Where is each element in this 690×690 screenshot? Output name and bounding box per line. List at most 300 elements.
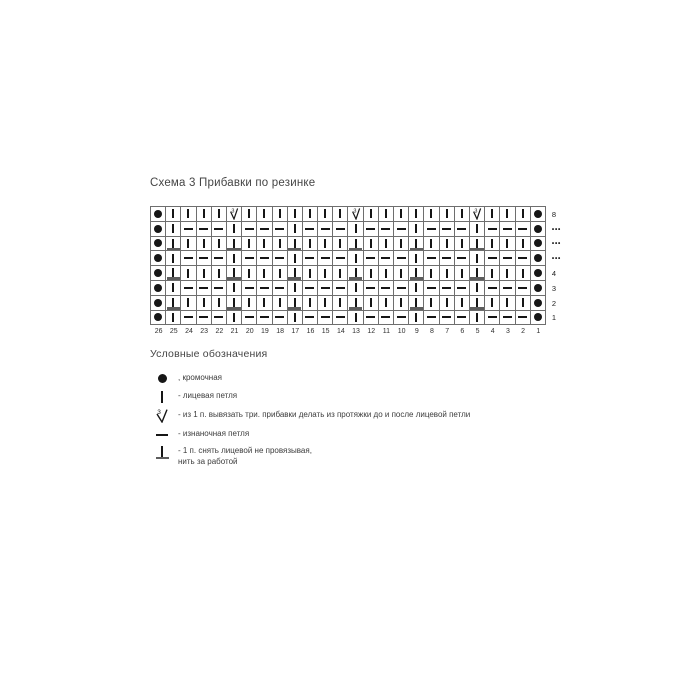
purl-icon [199, 316, 208, 318]
knit-icon [522, 239, 524, 248]
edge-icon [534, 284, 542, 292]
chart-cell [409, 251, 424, 266]
edge-icon [154, 210, 162, 218]
chart-cell [364, 237, 379, 252]
slip-icon [409, 266, 423, 280]
knit-icon [446, 269, 448, 278]
knit-icon [233, 254, 235, 263]
knit-icon [370, 298, 372, 307]
knit-icon [233, 283, 235, 292]
chart-cell [166, 311, 181, 326]
chart-cell [364, 251, 379, 266]
knit-icon [263, 298, 265, 307]
knit-icon [355, 224, 357, 233]
chart-cell [333, 266, 348, 281]
knit-icon [324, 269, 326, 278]
chart-cell [455, 237, 470, 252]
knit-icon [476, 254, 478, 263]
row-number-label: 1 [551, 313, 557, 323]
chart-cell [455, 281, 470, 296]
chart-cell [166, 296, 181, 311]
legend-item-text: , кромочная [178, 373, 222, 383]
chart-cell [273, 281, 288, 296]
legend-symbol [153, 391, 171, 403]
chart-cell [197, 281, 212, 296]
chart-cell [440, 266, 455, 281]
purl-icon [488, 257, 497, 259]
chart-cell [500, 281, 515, 296]
column-number: 20 [245, 328, 254, 336]
chart-row [151, 281, 546, 296]
chart-cell [424, 222, 439, 237]
chart-cell [500, 266, 515, 281]
purl-icon [305, 316, 314, 318]
chart-cell [288, 281, 303, 296]
purl-icon [518, 287, 527, 289]
chart-cell [485, 222, 500, 237]
chart-cell [257, 266, 272, 281]
edge-icon [534, 210, 542, 218]
chart-cell [394, 296, 409, 311]
purl-icon [427, 228, 436, 230]
inc3-icon [154, 408, 170, 423]
chart-cell [166, 237, 181, 252]
slip-icon [409, 296, 423, 310]
chart-cell [257, 296, 272, 311]
chart-cell [242, 222, 257, 237]
knit-icon [218, 298, 220, 307]
chart-cell [531, 222, 546, 237]
knit-icon [355, 254, 357, 263]
chart-cell [364, 296, 379, 311]
purl-icon [275, 316, 284, 318]
chart-cell [379, 281, 394, 296]
legend-item-text: - лицевая петля [178, 391, 238, 401]
knit-icon [203, 209, 205, 218]
chart-cell [227, 266, 242, 281]
chart-cell [455, 296, 470, 311]
purl-icon [381, 228, 390, 230]
knit-icon [309, 269, 311, 278]
column-number: 16 [306, 328, 315, 336]
knit-icon [203, 298, 205, 307]
purl-icon [214, 287, 223, 289]
knit-icon [506, 298, 508, 307]
chart-cell [303, 296, 318, 311]
purl-icon [199, 228, 208, 230]
chart-cell [409, 222, 424, 237]
purl-icon [184, 316, 193, 318]
chart-cell [364, 311, 379, 326]
chart-cell [227, 281, 242, 296]
chart-cell [227, 296, 242, 311]
chart-cell [318, 222, 333, 237]
purl-icon [488, 316, 497, 318]
chart-cell [500, 237, 515, 252]
knit-icon [187, 239, 189, 248]
knit-icon [279, 239, 281, 248]
chart-cell [242, 207, 257, 222]
chart-cell [470, 237, 485, 252]
chart-cell [212, 207, 227, 222]
knit-icon [294, 283, 296, 292]
chart-cell [273, 222, 288, 237]
chart-cell [273, 266, 288, 281]
chart-cell [516, 251, 531, 266]
knit-icon [430, 239, 432, 248]
inc3-icon [471, 207, 483, 220]
chart-cell [348, 207, 363, 222]
edge-icon [534, 299, 542, 307]
knit-icon [248, 269, 250, 278]
legend-item [150, 408, 620, 423]
chart-cell [348, 266, 363, 281]
purl-icon [214, 316, 223, 318]
knit-icon [385, 298, 387, 307]
row-number-label: 3 [551, 283, 557, 293]
purl-icon [457, 257, 466, 259]
purl-icon [336, 316, 345, 318]
chart-cell [379, 296, 394, 311]
svg-text:3: 3 [231, 208, 235, 215]
edge-icon [154, 225, 162, 233]
chart-cell [257, 237, 272, 252]
chart-cell [257, 311, 272, 326]
purl-icon [366, 257, 375, 259]
chart-cell [348, 251, 363, 266]
chart-cell [424, 251, 439, 266]
chart-cell [516, 237, 531, 252]
legend-heading: Условные обозначения [150, 348, 268, 361]
knit-icon [461, 269, 463, 278]
knit-icon [415, 254, 417, 263]
chart-cell [485, 207, 500, 222]
chart-cell [455, 222, 470, 237]
column-number: 7 [445, 328, 450, 336]
chart-cell [440, 222, 455, 237]
knit-icon [415, 209, 417, 218]
chart-cell [166, 281, 181, 296]
column-number: 4 [490, 328, 495, 336]
chart-cell [257, 281, 272, 296]
column-numbers [151, 328, 620, 335]
knit-icon [476, 283, 478, 292]
knit-icon [400, 239, 402, 248]
knit-icon [279, 209, 281, 218]
knit-icon [506, 269, 508, 278]
purl-icon [397, 287, 406, 289]
column-number: 15 [321, 328, 330, 336]
purl-icon [245, 287, 254, 289]
svg-text:3: 3 [352, 208, 356, 215]
chart-cell [227, 311, 242, 326]
legend-symbol [153, 434, 171, 437]
svg-text:3: 3 [157, 409, 161, 417]
knit-icon [263, 269, 265, 278]
chart-row [151, 311, 546, 326]
edge-icon [154, 269, 162, 277]
chart-cell [516, 266, 531, 281]
purl-icon [518, 257, 527, 259]
column-number: 9 [414, 328, 419, 336]
chart-cell [485, 266, 500, 281]
chart-cell [333, 207, 348, 222]
chart-cell [470, 281, 485, 296]
knit-icon [415, 313, 417, 322]
knit-icon [355, 313, 357, 322]
chart-cell [333, 222, 348, 237]
slip-icon [166, 237, 180, 251]
chart-cell [470, 251, 485, 266]
purl-icon [199, 257, 208, 259]
slip-icon [288, 237, 302, 251]
column-number: 21 [230, 328, 239, 336]
purl-icon [381, 257, 390, 259]
chart-cell [212, 281, 227, 296]
chart-area [150, 206, 620, 325]
chart-cell [500, 296, 515, 311]
chart-cell [151, 311, 166, 326]
knit-icon [476, 224, 478, 233]
knit-icon [506, 209, 508, 218]
chart-cell [364, 266, 379, 281]
knit-icon [370, 269, 372, 278]
chart-cell [197, 207, 212, 222]
slip-icon [288, 266, 302, 280]
knit-icon [339, 269, 341, 278]
knit-icon [400, 298, 402, 307]
row-number-label: 2 [551, 298, 557, 308]
chart-cell [212, 311, 227, 326]
chart-cell [394, 311, 409, 326]
chart-cell [485, 311, 500, 326]
chart-cell [303, 311, 318, 326]
chart-cell [500, 222, 515, 237]
chart-cell [531, 311, 546, 326]
edge-icon [158, 374, 167, 383]
knit-icon [385, 239, 387, 248]
chart-cell [333, 311, 348, 326]
legend-symbol [153, 374, 171, 383]
chart-cell [394, 222, 409, 237]
chart-cell [333, 251, 348, 266]
knit-icon [491, 239, 493, 248]
chart-cell [379, 311, 394, 326]
purl-icon [184, 257, 193, 259]
purl-icon [397, 316, 406, 318]
row-number-label: ••• [551, 255, 562, 263]
knit-icon [309, 239, 311, 248]
chart-cell [424, 311, 439, 326]
edge-icon [154, 254, 162, 262]
chart-cell [227, 222, 242, 237]
chart-cell [516, 281, 531, 296]
row-number-label: 4 [551, 269, 557, 279]
knit-icon [476, 313, 478, 322]
inc3-icon [350, 207, 362, 220]
chart-cell [303, 222, 318, 237]
purl-icon [305, 287, 314, 289]
chart-cell [440, 311, 455, 326]
knit-icon [218, 239, 220, 248]
chart-cell [348, 296, 363, 311]
knit-icon [446, 298, 448, 307]
purl-icon [503, 257, 512, 259]
purl-icon [442, 287, 451, 289]
knit-icon [294, 313, 296, 322]
purl-icon [260, 316, 269, 318]
chart-cell [394, 251, 409, 266]
chart-cell [181, 266, 196, 281]
knit-icon [461, 298, 463, 307]
legend [150, 348, 620, 468]
chart-cell [212, 296, 227, 311]
edge-icon [154, 313, 162, 321]
knit-icon [385, 209, 387, 218]
purl-icon [503, 316, 512, 318]
chart-cell [455, 311, 470, 326]
chart-cell [257, 222, 272, 237]
legend-symbol [153, 408, 171, 423]
knit-icon [161, 391, 163, 403]
chart-cell [424, 207, 439, 222]
chart-cell [485, 281, 500, 296]
knit-icon [172, 313, 174, 322]
knit-icon [172, 283, 174, 292]
row-number-label: ••• [551, 240, 562, 248]
row-number-label: 8 [551, 209, 557, 219]
chart-cell [424, 237, 439, 252]
purl-icon [397, 228, 406, 230]
knit-icon [491, 269, 493, 278]
chart-cell [273, 251, 288, 266]
chart-cell [333, 281, 348, 296]
chart-cell [318, 311, 333, 326]
chart-cell [379, 222, 394, 237]
chart-cell [288, 237, 303, 252]
knit-icon [294, 209, 296, 218]
column-number: 12 [367, 328, 376, 336]
purl-icon [427, 316, 436, 318]
purl-icon [457, 287, 466, 289]
slip-icon [409, 237, 423, 251]
chart-cell [151, 251, 166, 266]
edge-icon [154, 284, 162, 292]
purl-icon [457, 228, 466, 230]
legend-item [150, 390, 620, 403]
slip-icon [288, 296, 302, 310]
chart-cell [409, 237, 424, 252]
column-number: 18 [276, 328, 284, 336]
slip-icon [470, 266, 484, 280]
chart-cell [212, 251, 227, 266]
chart-cell [273, 311, 288, 326]
chart-cell [424, 296, 439, 311]
column-number: 17 [291, 328, 300, 336]
knit-icon [430, 298, 432, 307]
knit-icon [400, 209, 402, 218]
chart-cell [500, 251, 515, 266]
chart-cell [424, 281, 439, 296]
chart-cell [273, 207, 288, 222]
chart-cell [348, 311, 363, 326]
chart-row [151, 222, 546, 237]
purl-icon [442, 228, 451, 230]
knit-icon [446, 239, 448, 248]
chart-cell [197, 296, 212, 311]
chart-cell [318, 266, 333, 281]
knit-icon [263, 209, 265, 218]
chart-cell [197, 222, 212, 237]
chart-cell [181, 207, 196, 222]
slip-icon [166, 296, 180, 310]
chart-cell [440, 296, 455, 311]
purl-icon [457, 316, 466, 318]
knit-icon [279, 298, 281, 307]
purl-icon [366, 287, 375, 289]
page-title: Схема 3 Прибавки по резинке [150, 177, 316, 189]
chart-cell [227, 207, 242, 222]
chart-cell [181, 222, 196, 237]
slip-icon [227, 296, 241, 310]
knit-icon [522, 298, 524, 307]
purl-icon [260, 287, 269, 289]
chart-cell [440, 237, 455, 252]
column-number: 8 [430, 328, 434, 336]
purl-icon [260, 228, 269, 230]
chart-cell [333, 296, 348, 311]
knit-icon [187, 269, 189, 278]
knit-icon [339, 239, 341, 248]
chart-cell [516, 207, 531, 222]
knit-icon [294, 254, 296, 263]
purl-icon [184, 228, 193, 230]
knit-icon [172, 254, 174, 263]
chart-cell [364, 222, 379, 237]
purl-icon [321, 257, 330, 259]
chart-cell [394, 281, 409, 296]
knit-icon [400, 269, 402, 278]
column-number: 19 [261, 328, 269, 336]
legend-item-text: - изнаночная петля [178, 429, 250, 439]
chart-cell [151, 237, 166, 252]
chart-cell [242, 251, 257, 266]
chart-cell [181, 281, 196, 296]
chart-cell [485, 296, 500, 311]
knit-icon [385, 269, 387, 278]
chart-cell [181, 237, 196, 252]
chart-cell [333, 237, 348, 252]
legend-item [150, 372, 620, 385]
chart-cell [531, 207, 546, 222]
chart-cell [212, 237, 227, 252]
chart-row [151, 266, 546, 281]
knit-icon [430, 269, 432, 278]
chart-cell [288, 251, 303, 266]
chart-cell [379, 207, 394, 222]
column-number: 23 [200, 328, 209, 336]
column-number: 14 [336, 328, 345, 336]
knit-icon [324, 298, 326, 307]
chart-cell [227, 251, 242, 266]
knit-icon [172, 209, 174, 218]
inc3-icon [228, 207, 240, 220]
purl-icon [518, 316, 527, 318]
chart-cell [516, 222, 531, 237]
chart-cell [212, 222, 227, 237]
edge-icon [534, 313, 542, 321]
purl-icon [488, 228, 497, 230]
